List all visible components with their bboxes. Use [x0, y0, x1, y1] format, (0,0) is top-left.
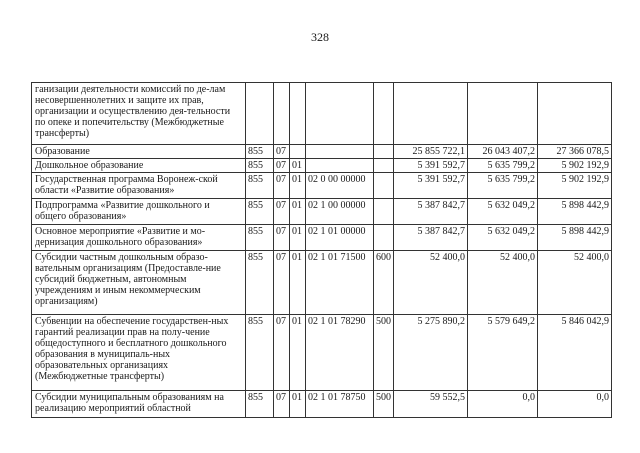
row-name: Подпрограмма «Развитие дошкольного и общего образования» [32, 199, 246, 225]
expense-type-code [374, 199, 394, 225]
budget-table [31, 82, 612, 418]
section-code: 07 [274, 199, 290, 225]
amount-year-1: 5 391 592,7 [394, 159, 468, 173]
table-row [32, 199, 612, 225]
table-row [32, 83, 612, 145]
target-article-code: 02 0 00 00000 [306, 173, 374, 199]
subsection-code: 01 [290, 199, 306, 225]
amount-year-2: 5 632 049,2 [468, 225, 538, 251]
amount-year-3: 5 902 192,9 [538, 173, 612, 199]
subsection-code: 01 [290, 251, 306, 315]
amount-year-2: 5 635 799,2 [468, 159, 538, 173]
expense-type-code [374, 83, 394, 145]
target-article-code: 02 1 00 00000 [306, 199, 374, 225]
amount-year-3: 5 898 442,9 [538, 199, 612, 225]
ministry-code: 855 [246, 391, 274, 418]
amount-year-3: 5 902 192,9 [538, 159, 612, 173]
row-name: ганизации деятельности комиссий по де-лам несовершеннолетних и защите их прав, организации и осуществлению дея-тельности по опеке и попечительству (Межбюджетные трансферты) [32, 83, 246, 145]
amount-year-2: 52 400,0 [468, 251, 538, 315]
amount-year-1: 5 275 890,2 [394, 315, 468, 391]
amount-year-3: 52 400,0 [538, 251, 612, 315]
expense-type-code: 500 [374, 315, 394, 391]
target-article-code [306, 159, 374, 173]
amount-year-1 [394, 83, 468, 145]
section-code: 07 [274, 391, 290, 418]
section-code: 07 [274, 225, 290, 251]
row-name: Образование [32, 145, 246, 159]
amount-year-2: 0,0 [468, 391, 538, 418]
amount-year-2: 5 635 799,2 [468, 173, 538, 199]
section-code [274, 83, 290, 145]
table-row [32, 391, 612, 418]
row-name: Субсидии муниципальным образованиям на реализацию мероприятий областной [32, 391, 246, 418]
subsection-code: 01 [290, 159, 306, 173]
target-article-code [306, 145, 374, 159]
row-name: Государственная программа Воронеж-ской области «Развитие образования» [32, 173, 246, 199]
target-article-code: 02 1 01 00000 [306, 225, 374, 251]
table-row [32, 159, 612, 173]
subsection-code: 01 [290, 225, 306, 251]
ministry-code: 855 [246, 315, 274, 391]
expense-type-code [374, 225, 394, 251]
subsection-code: 01 [290, 391, 306, 418]
amount-year-1: 5 387 842,7 [394, 225, 468, 251]
subsection-code [290, 145, 306, 159]
ministry-code: 855 [246, 173, 274, 199]
amount-year-2: 26 043 407,2 [468, 145, 538, 159]
section-code: 07 [274, 315, 290, 391]
section-code: 07 [274, 173, 290, 199]
ministry-code: 855 [246, 251, 274, 315]
expense-type-code: 600 [374, 251, 394, 315]
amount-year-1: 5 391 592,7 [394, 173, 468, 199]
ministry-code: 855 [246, 159, 274, 173]
amount-year-1: 59 552,5 [394, 391, 468, 418]
row-name: Субсидии частным дошкольным образо-вательным организациям (Предоставле-ние субсидий бюджетным, автономным учреждениям и иным некоммерческим организациям) [32, 251, 246, 315]
expense-type-code [374, 173, 394, 199]
amount-year-3: 5 898 442,9 [538, 225, 612, 251]
amount-year-2 [468, 83, 538, 145]
expense-type-code: 500 [374, 391, 394, 418]
subsection-code: 01 [290, 315, 306, 391]
amount-year-2: 5 632 049,2 [468, 199, 538, 225]
amount-year-2: 5 579 649,2 [468, 315, 538, 391]
expense-type-code [374, 159, 394, 173]
target-article-code: 02 1 01 78750 [306, 391, 374, 418]
table-row [32, 173, 612, 199]
page-number: 328 [311, 30, 329, 44]
ministry-code [246, 83, 274, 145]
target-article-code: 02 1 01 78290 [306, 315, 374, 391]
expense-type-code [374, 145, 394, 159]
amount-year-3: 27 366 078,5 [538, 145, 612, 159]
table-row [32, 251, 612, 315]
row-name: Дошкольное образование [32, 159, 246, 173]
amount-year-1: 5 387 842,7 [394, 199, 468, 225]
section-code: 07 [274, 251, 290, 315]
subsection-code [290, 83, 306, 145]
amount-year-1: 52 400,0 [394, 251, 468, 315]
ministry-code: 855 [246, 225, 274, 251]
target-article-code: 02 1 01 71500 [306, 251, 374, 315]
ministry-code: 855 [246, 145, 274, 159]
ministry-code: 855 [246, 199, 274, 225]
row-name: Субвенции на обеспечение государствен-ных гарантий реализации прав на полу-чение общедоступного и бесплатного дошкольного образования в муниципаль-ных образовательных организациях (Межбюджетные трансферты) [32, 315, 246, 391]
table-row [32, 145, 612, 159]
section-code: 07 [274, 159, 290, 173]
section-code: 07 [274, 145, 290, 159]
amount-year-3: 5 846 042,9 [538, 315, 612, 391]
subsection-code: 01 [290, 173, 306, 199]
table-row [32, 315, 612, 391]
target-article-code [306, 83, 374, 145]
amount-year-3 [538, 83, 612, 145]
row-name: Основное мероприятие «Развитие и мо-дернизация дошкольного образования» [32, 225, 246, 251]
amount-year-3: 0,0 [538, 391, 612, 418]
table-row [32, 225, 612, 251]
amount-year-1: 25 855 722,1 [394, 145, 468, 159]
